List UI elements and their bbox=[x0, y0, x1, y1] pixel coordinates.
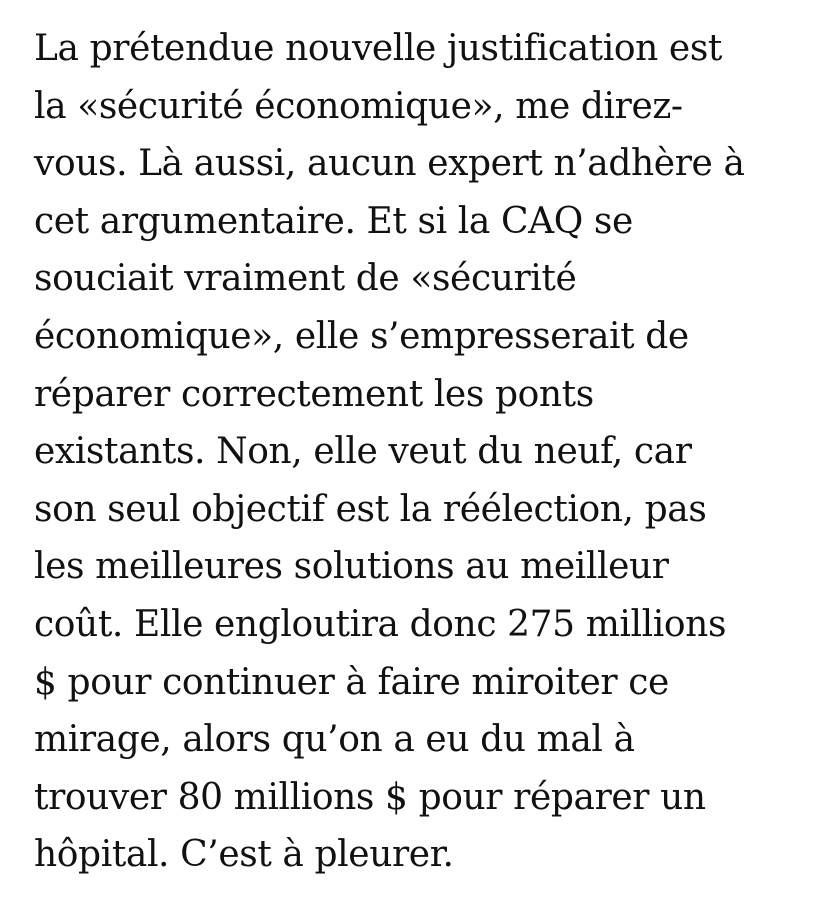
paragraph-line-11: coût. Elle engloutira donc 275 millions bbox=[34, 603, 727, 645]
paragraph-line-8: existants. Non, elle veut du neuf, car bbox=[34, 431, 692, 473]
paragraph-line-4: cet argumentaire. Et si la CAQ se bbox=[34, 200, 633, 242]
article-paragraph bbox=[34, 20, 814, 884]
paragraph-line-10: les meilleures solutions au meilleur bbox=[34, 546, 669, 588]
paragraph-line-13: mirage, alors qu’on a eu du mal à bbox=[34, 719, 635, 761]
paragraph-line-9: son seul objectif est la réélection, pas bbox=[34, 488, 707, 530]
paragraph-line-3: vous. Là aussi, aucun expert n’adhère à bbox=[34, 143, 745, 185]
paragraph-line-7: réparer correctement les ponts bbox=[34, 373, 594, 415]
paragraph-line-1: La prétendue nouvelle justification est bbox=[34, 28, 722, 69]
paragraph-line-5: souciait vraiment de «sécurité bbox=[34, 258, 577, 300]
paragraph-line-15: hôpital. C’est à pleurer. bbox=[34, 834, 454, 876]
paragraph-line-6: économique», elle s’empresserait de bbox=[34, 315, 689, 357]
paragraph-line-12: $ pour continuer à faire miroiter ce bbox=[34, 661, 669, 703]
paragraph-line-2: la «sécurité économique», me direz- bbox=[34, 85, 683, 127]
paragraph-line-14: trouver 80 millions $ pour réparer un bbox=[34, 776, 706, 818]
